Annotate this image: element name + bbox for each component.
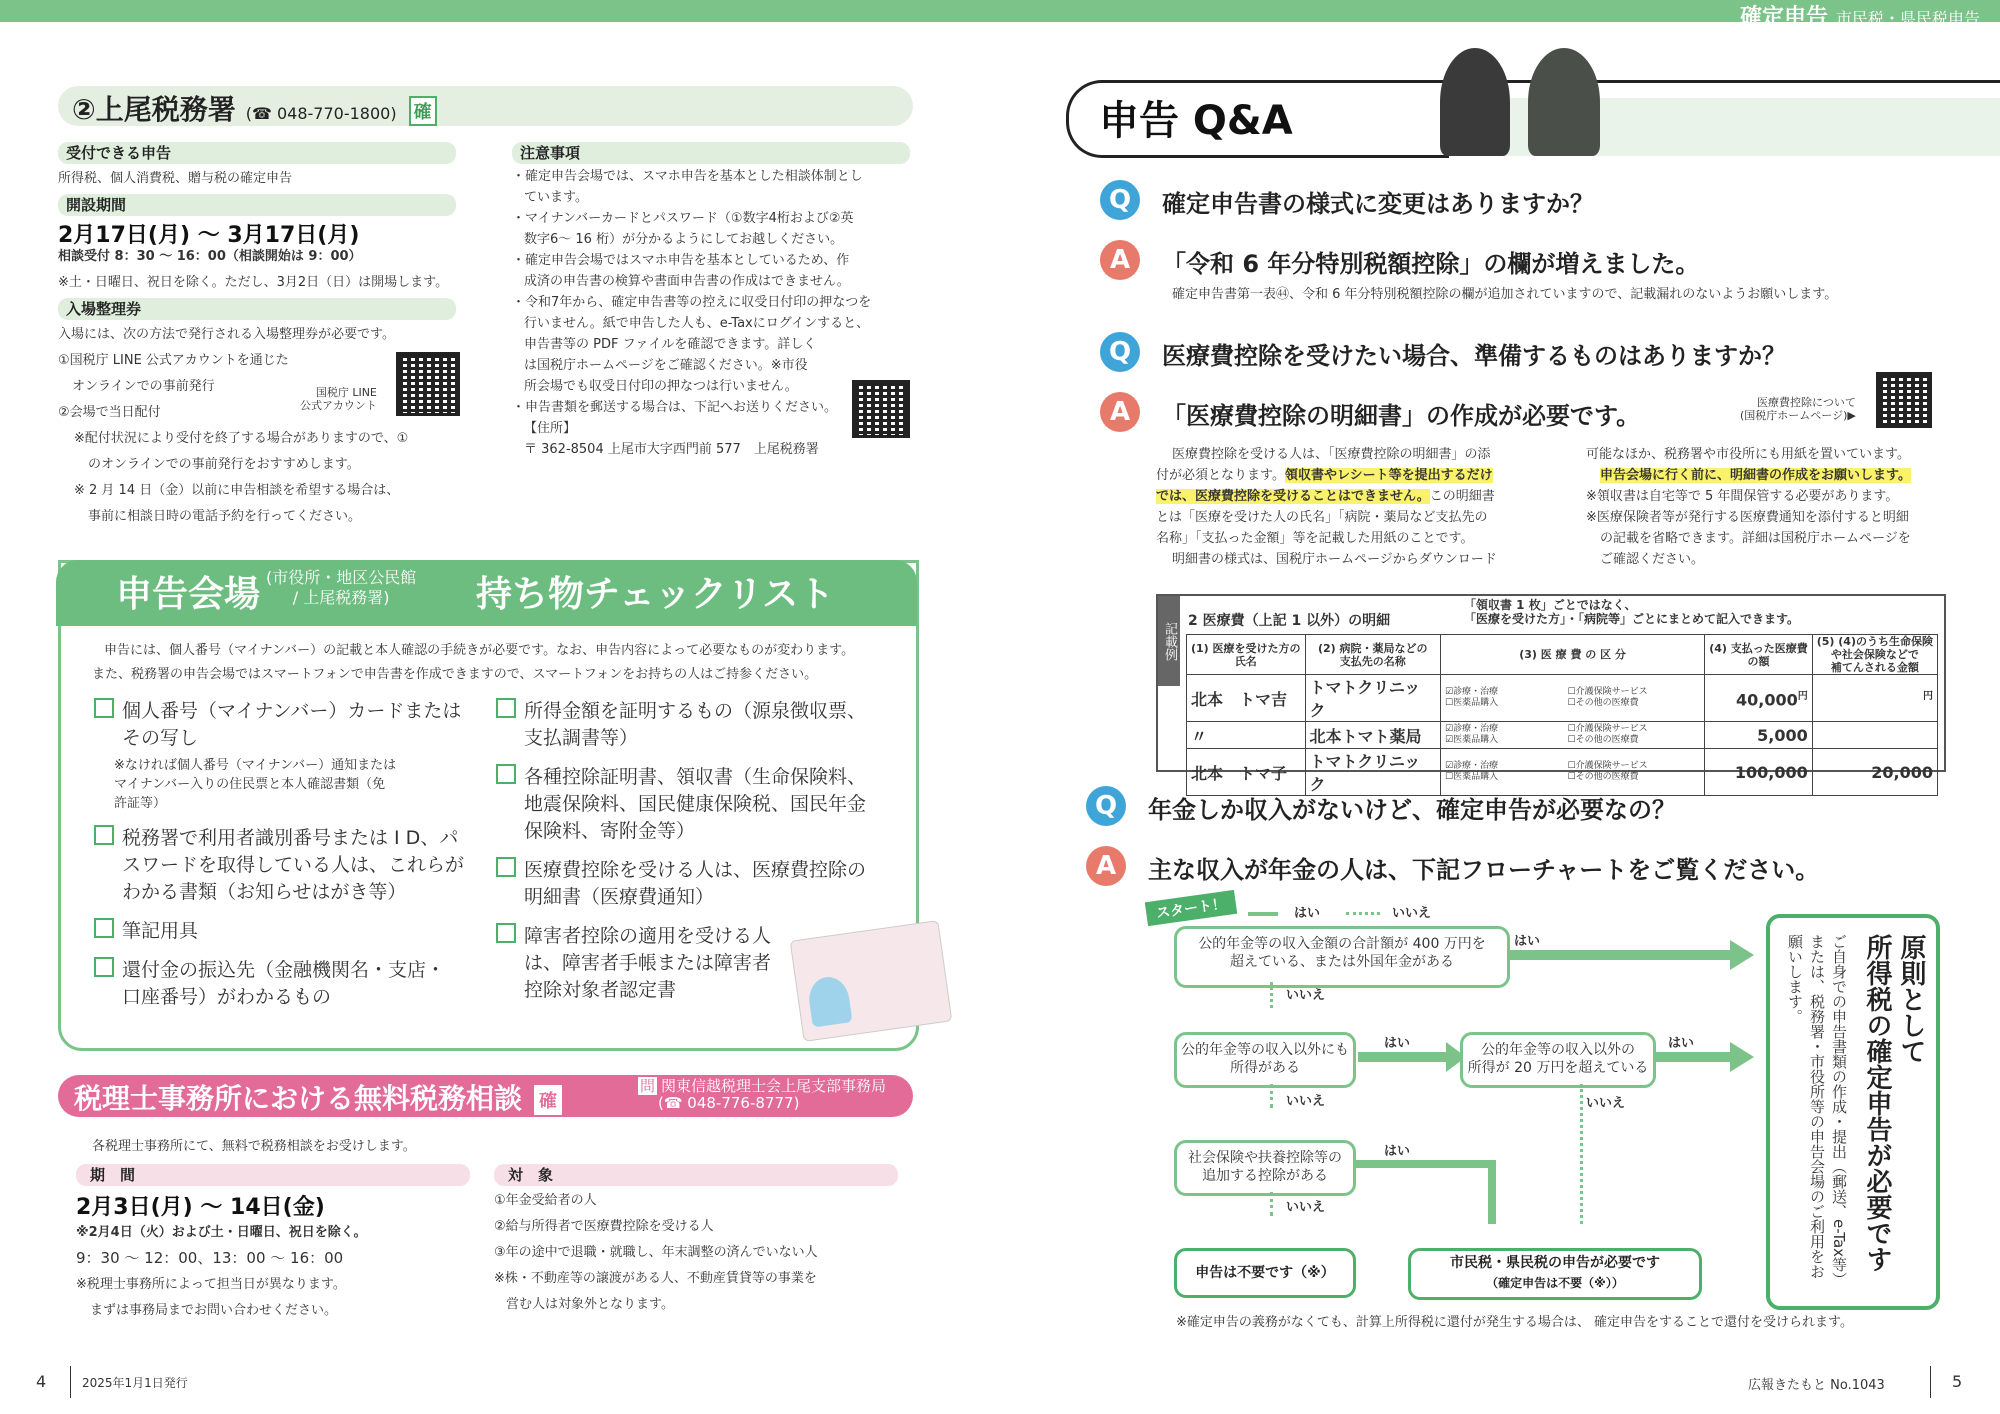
header-subtitle: 市民税・県民税申告 [1835,9,1980,28]
kubun-option [1445,772,1567,783]
flow-no-4: いいえ [1286,1200,1326,1215]
footer-divider [1930,1366,1931,1398]
caution-line: 成済の申告書の検算や書面申告書の作成はできません。 [524,274,850,289]
flow-yes-1: はい [1514,934,1541,949]
checklist-left-column [94,698,484,1023]
checklist-item-note: ※なければ個人番号（マイナンバー）通知または マイナンバー入りの住民票と本人確認書類（免 許証等） [114,758,397,811]
example-payee-cell: 北本トマト薬局 [1305,722,1440,749]
flow-dotted-arrow [1270,982,1273,1008]
caution-line: 数字6～ 16 桁）が分かるようにしてお越しください。 [524,232,844,247]
checklist-title-1: 申告会場 [116,574,261,615]
flow-end-kakutei-text: ご自身での申告書類の作成・提出（郵送、e-Tax等）または、税務署・市役所等の申告会場のご利用をお願いします。 [1786,934,1848,1288]
kubun-label: その他の医療費 [1575,735,1639,745]
period-hours: 相談受付 8：30 ～ 16：00（相談開始は 9：00） [58,249,362,264]
ticket-note-1b: のオンラインでの事前発行をおすすめします。 [88,457,360,472]
office-title: ②上尾税務署 [72,93,236,126]
kubun-option [1445,761,1567,772]
flow-dotted-arrow [1270,1084,1273,1108]
flow-arrow [1656,1052,1730,1062]
zeirishi-intro: 各税理士事務所にて、無料で税務相談をお受けします。 [92,1139,416,1154]
kubun-label: その他の医療費 [1575,698,1639,708]
kubun-checkbox: ☑ [1445,687,1454,697]
nta-qr-code[interactable] [852,380,910,438]
kubun-option [1567,761,1689,772]
kubun-option [1567,698,1689,709]
example-header-cell: (1) 医療を受けた方の 氏名 [1187,635,1306,675]
kubun-label: 介護保険サービス [1575,687,1648,697]
qa-header-band [1440,98,2000,156]
covered-value: 20,000 [1871,762,1933,782]
flow-dotted-arrow [1346,912,1380,915]
line-account-label: 国税庁 LINE 公式アカウント [300,386,377,412]
q3-text: 年金しか収入がないけど、確定申告が必要なの？ [1148,796,1676,824]
kubun-checkbox: ☐ [1445,698,1454,708]
kubun-checkbox: ☐ [1567,761,1576,771]
amount-value: 100,000 [1734,762,1808,782]
amount-value: 5,000 [1757,725,1808,745]
kubun-label: 医薬品購入 [1453,772,1499,782]
office-phone: (☎ 048-770-1800) [245,104,397,123]
zeirishi-title: 税理士事務所における無料税務相談 [74,1082,523,1115]
flow-dotted-arrow [1580,1084,1583,1224]
target-line: ③年の途中で退職・就職し、年末調整の済んでいない人 [494,1245,818,1260]
flow-no-start: いいえ [1392,906,1432,921]
example-amount-cell [1705,722,1813,749]
flow-yes-2: はい [1384,1036,1411,1051]
kubun-checkbox: ☐ [1567,724,1576,734]
flow-arrowhead [1730,940,1754,970]
checklist-item [94,825,484,906]
example-payee-cell: トマトクリニック [1305,749,1440,796]
flow-box-2: 公的年金等の収入以外にも 所得がある [1174,1032,1356,1088]
flow-arrow [1488,1160,1496,1224]
example-covered-cell [1812,722,1937,749]
footer-divider [70,1366,71,1398]
kubun-label: 医薬品購入 [1453,698,1499,708]
header-title: 確定申告 市民税・県民税申告 [1739,5,1980,30]
kubun-label: 医薬品購入 [1453,735,1499,745]
example-kubun-cell [1441,675,1705,722]
checkbox[interactable] [94,825,114,845]
checklist-item-text: 障害者控除の適用を受ける人 は、障害者手帳または障害者 控除対象者認定書 [524,925,772,1001]
checklist-intro-1: 申告には、個人番号（マイナンバー）の記載と本人確認の手続きが必要です。なお、申告内容によって必要なものが変わります。 [104,643,855,658]
caution-line: ・令和7年から、確定申告書等の控えに収受日付印の押なつを [512,295,872,310]
checklist-item-text: 医療費控除を受ける人は、医療費控除の 明細書（医療費通知） [524,859,867,908]
example-title: 2 医療費（上記 1 以外）の明細 [1188,613,1391,629]
amount-value: 40,000 [1735,690,1798,710]
ticket-note-2: ※ 2 月 14 日（金）以前に申告相談を希望する場合は、 [74,483,400,498]
right-page-number: 5 [1952,1372,1963,1391]
a2-text: 「医療費控除の明細書」の作成が必要です。 [1162,402,1641,430]
caution-line: ・マイナンバーカードとパスワード（①数字4桁および②英 [512,211,854,226]
example-name-cell: 北本 トマ子 [1187,749,1306,796]
caution-line: 所会場でも収受日付印の押なつは行いません。 [524,379,798,394]
kubun-option [1445,735,1567,746]
caution-line: は国税庁ホームページをご確認ください。※市役 [524,358,808,373]
example-amount-cell [1705,749,1813,796]
flow-start: スタート！ [1145,890,1237,926]
caution-line: 申告書等の PDF ファイルを確認できます。詳しく [524,337,817,352]
kubun-label: その他の医療費 [1575,772,1639,782]
caution-line: 【住所】 [524,421,577,436]
checklist-item [496,698,896,752]
flow-end-not-required: 申告は不要です（※） [1174,1248,1356,1298]
qa-header-line [1446,80,2000,83]
flow-no-3: いいえ [1586,1096,1626,1111]
kubun-checkbox: ☐ [1567,772,1576,782]
checklist-title-3: 持ち物チェックリスト [476,574,835,615]
period-label: 開設期間 [58,194,456,216]
checkbox[interactable] [496,698,516,718]
flow-end-kakutei-title: 原則として 所得税の確定申告が必要です [1862,934,1926,1272]
zeirishi-org: 関東信越税理士会上尾支部事務局 [661,1077,887,1095]
kubun-checkbox: ☑ [1445,724,1454,734]
flow-yes-3: はい [1668,1036,1695,1051]
checklist-item [496,857,896,911]
flow-end-municipal: 市民税・県民税の申告が必要です （確定申告は不要（※）） [1408,1248,1702,1300]
flow-dotted-arrow [1270,1192,1273,1216]
a1-icon: A [1100,240,1140,280]
checklist-item-text: 個人番号（マイナンバー）カードまたは その写し [122,700,462,749]
checklist-item [94,918,484,945]
q1-text: 確定申告書の様式に変更はありますか？ [1162,190,1594,218]
kubun-option [1567,687,1689,698]
flow-arrow [1356,1160,1496,1168]
ticket-1: ①国税庁 LINE 公式アカウントを通じた [58,353,289,368]
yen-unit: 円 [1923,690,1933,702]
checkbox[interactable] [94,698,114,718]
kubun-label: 診療・治療 [1453,724,1499,734]
caution-line: ・確定申告会場では、スマホ申告を基本とした相談体制とし [512,169,863,184]
inquiry-badge: 問 [640,1077,656,1095]
kaku-badge: 確 [409,96,437,126]
zeirishi-period-note2: ※税理士事務所によって担当日が異なります。 [76,1277,346,1292]
ticket-note-1: ※配付状況により受付を終了する場合がありますので、① [74,431,409,446]
flow-yes-4: はい [1384,1144,1411,1159]
ticket-label: 入場整理券 [58,298,456,320]
period-date: 2月17日(月) ～ 3月17日(月) [58,223,360,248]
kubun-checkbox: ☐ [1567,698,1576,708]
flow-box-3: 公的年金等の収入以外の 所得が 20 万円を超えている [1460,1032,1656,1088]
checkbox[interactable] [496,923,516,943]
issue-date: 2025年1月1日発行 [82,1376,188,1390]
checklist-item [94,698,484,813]
checklist-item-text: 筆記用具 [122,920,199,942]
kubun-option [1567,735,1689,746]
zeirishi-period-label: 期 間 [76,1164,470,1186]
zeirishi-badge: 確 [534,1085,562,1115]
a1-note: 確定申告書第一表㊹、令和 6 年分特別税額控除の欄が追加されていますので、記載漏れのないようお願いします。 [1172,287,1838,302]
kubun-checkbox: ☐ [1445,772,1454,782]
checklist-item-text: 還付金の振込先（金融機関名・支店・ 口座番号）がわかるもの [122,959,446,1008]
medical-qr-code[interactable] [1876,372,1932,428]
ticket-1b: オンラインでの事前発行 [72,379,215,394]
staff-photo-1 [1440,48,1510,156]
example-header-cell: (5) (4)のうち生命保険 や社会保険などで 補てんされる金額 [1812,635,1937,675]
example-note: 「領収書 1 枚」ごとではなく、 「医療を受けた方」・「病院等」ごとにまとめて記入できます。 [1464,598,1800,626]
qa-title: 申告 Q&A [1099,98,1293,144]
kubun-checkbox: ☑ [1445,735,1454,745]
kubun-label: 介護保険サービス [1575,761,1648,771]
example-header-cell: (4) 支払った医療費 の額 [1705,635,1813,675]
caution-label: 注意事項 [512,142,910,164]
q2-icon: Q [1100,332,1140,372]
checklist-item-text: 税務署で利用者識別番号または I D、パ スワードを取得している人は、これらが わかる書類（お知らせはがき等） [122,827,465,903]
target-label: 対 象 [494,1164,898,1186]
flow-box-1: 公的年金等の収入金額の合計額が 400 万円を 超えている、または外国年金がある [1174,926,1510,988]
example-side-label: 記載例 [1158,596,1180,686]
example-header-cell: (2) 病院・薬局などの 支払先の名称 [1305,635,1440,675]
flow-footnote: ※確定申告の義務がなくても、計算上所得税に還付が発生する場合は、 確定申告をすることで還付を受けられます。 [1176,1315,1853,1330]
checklist-title-2: (市役所・地区公民館 / 上尾税務署) [266,568,417,607]
kubun-label: 診療・治療 [1453,761,1499,771]
kubun-checkbox: ☑ [1445,761,1454,771]
example-table [1186,634,1938,796]
mynumber-card-image [790,920,953,1042]
checklist-item [94,957,484,1011]
q2-text: 医療費控除を受けたい場合、準備するものはありますか？ [1162,342,1786,370]
kubun-option [1445,687,1567,698]
a3-text: 主な収入が年金の人は、下記フローチャートをご覧ください。 [1148,856,1820,884]
caution-line: ています。 [524,190,588,205]
qa-title-box [1066,80,1449,158]
zeirishi-period-date: 2月3日(月) ～ 14日(金) [76,1195,325,1220]
kubun-option [1567,724,1689,735]
kubun-label: 診療・治療 [1453,687,1499,697]
ticket-note-2b: 事前に相談日時の電話予約を行ってください。 [88,509,362,524]
checkbox[interactable] [94,918,114,938]
a2-body-left: 医療費控除を受ける人は、「医療費控除の明細書」の添 付が必須となります。領収書やレシート等を提出するだけ では、医療費控除を受けることはできません。この明細書 とは「医療を受けた人の氏名」「病院・薬局など支払先の 名称」「支払った金額」等を記載した用紙のことです。 明細書の様式は、国税庁ホームページからダウンロード [1156,447,1497,567]
yen-unit: 円 [1797,690,1808,702]
target-line: 営む人は対象外となります。 [506,1297,674,1312]
flow-box-4: 社会保険や扶養控除等の 追加する控除がある [1174,1140,1356,1196]
checkbox[interactable] [496,764,516,784]
caution-line: ・確定申告会場ではスマホ申告を基本としているため、作 [512,253,850,268]
caution-line: 〒 362-8504 上尾市大字西門前 577 上尾税務署 [524,442,819,457]
checklist-header [56,560,917,626]
accept-text: 所得税、個人消費税、贈与税の確定申告 [58,171,293,186]
target-list [494,1188,894,1318]
q3-icon: Q [1086,786,1126,826]
flow-end-kakutei-box [1766,914,1940,1310]
caution-line: ・申告書類を郵送する場合は、下記へお送りください。 [512,400,838,415]
flow-yes-start: はい [1294,906,1321,921]
checklist-item-text: 所得金額を証明するもの（源泉徴収票、 支払調書等） [524,700,867,749]
kubun-checkbox: ☐ [1567,687,1576,697]
example-amount-cell [1705,675,1813,722]
example-name-cell: 〃 [1187,722,1306,749]
checklist-item [496,764,896,845]
accept-label: 受付できる申告 [58,142,456,164]
example-covered-cell [1812,675,1937,722]
flow-no-2: いいえ [1286,1094,1326,1109]
checkbox[interactable] [94,957,114,977]
period-note: ※土・日曜日、祝日を除く。ただし、3月2日（日）は開場します。 [58,275,449,290]
checklist-intro-2: また、税務署の申告会場ではスマートフォンで申告書を作成できますので、スマートフォンをお持ちの人はご持参ください。 [92,667,818,682]
a2-qr-label: 医療費控除について (国税庁ホームページ)▶ [1740,396,1856,422]
flow-arrow [1358,1052,1446,1062]
left-page-number: 4 [36,1372,47,1391]
kubun-option [1567,772,1689,783]
example-payee-cell: トマトクリニック [1305,675,1440,722]
a2-body-right: 可能なほか、税務署や市役所にも用紙を置いています。 申告会場に行く前に、明細書の作成をお願いします。 ※領収書は自宅等で 5 年間保管する必要があります。 ※医療保険者等が発行する医療費通知を添付すると明細 の記載を省略できます。詳細は国税庁ホームページを ご確認ください。 [1586,447,1911,567]
top-bar [0,0,2000,22]
kubun-option [1445,698,1567,709]
zeirishi-header [58,1075,913,1117]
checkbox[interactable] [496,857,516,877]
example-covered-cell [1812,749,1937,796]
checklist-item-text: 各種控除証明書、領収書（生命保険料、 地震保険料、国民健康保険税、国民年金 保険料、寄附金等） [524,766,867,842]
staff-photo-2 [1528,48,1600,156]
q1-icon: Q [1100,180,1140,220]
target-line: ※株・不動産等の譲渡がある人、不動産賃貸等の事業を [494,1271,817,1286]
flow-arrow [1248,912,1278,916]
example-name-cell: 北本 トマ吉 [1187,675,1306,722]
zeirishi-phone: (☎ 048-776-8777) [658,1094,800,1112]
kubun-option [1445,724,1567,735]
flow-arrowhead [1730,1042,1754,1072]
target-line: ②給与所得者で医療費控除を受ける人 [494,1219,714,1234]
example-kubun-cell [1441,722,1705,749]
card-photo-icon [806,974,852,1027]
a2-icon: A [1100,392,1140,432]
kubun-checkbox: ☐ [1567,735,1576,745]
example-kubun-cell [1441,749,1705,796]
target-line: ①年金受給者の人 [494,1193,597,1208]
a3-icon: A [1086,846,1126,886]
flow-arrow [1510,950,1730,960]
magazine-name: 広報きたもと No.1043 [1748,1378,1885,1393]
zeirishi-period-note3: まずは事務局までお問い合わせください。 [90,1303,338,1318]
zeirishi-period-hours: 9：30 ～ 12：00、13：00 ～ 16：00 [76,1249,344,1267]
office-section-header [58,86,913,126]
zeirishi-period-note: ※2月4日（火）および土・日曜日、祝日を除く。 [76,1225,367,1240]
kubun-label: 介護保険サービス [1575,724,1648,734]
ticket-2: ②会場で当日配付 [58,405,161,420]
example-header-cell: (3) 医 療 費 の 区 分 [1441,635,1705,675]
ticket-intro: 入場には、次の方法で発行される入場整理券が必要です。 [58,327,395,342]
line-qr-code[interactable] [396,352,460,416]
flow-no-1: いいえ [1286,988,1326,1003]
a1-text: 「令和 6 年分特別税額控除」の欄が増えました。 [1162,250,1700,278]
caution-line: 行いません。紙で申告した人も、e-Taxにログインすると、 [524,316,870,331]
